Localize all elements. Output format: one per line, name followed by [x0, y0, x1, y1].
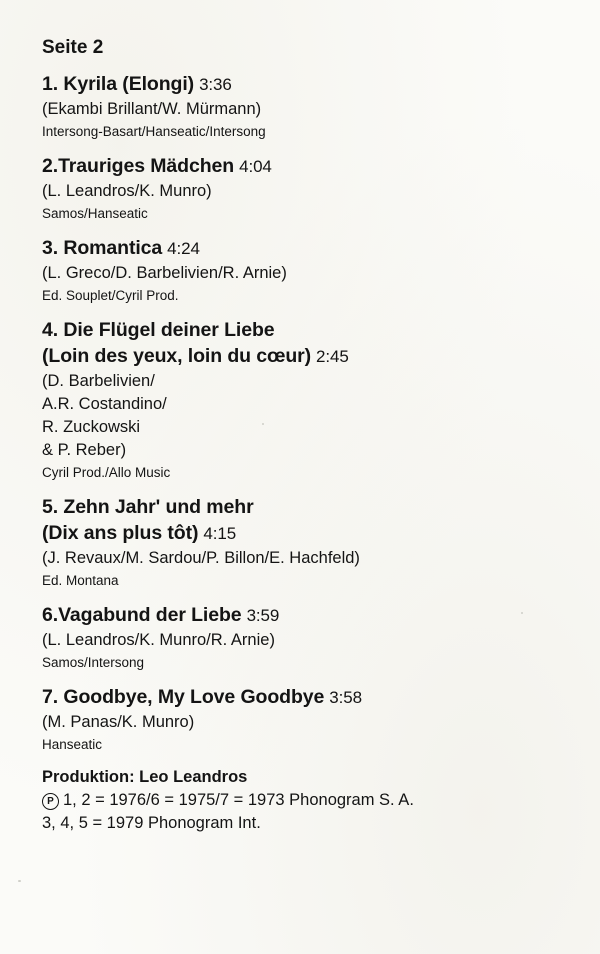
track-title-text: 2.Trauriges Mädchen	[42, 155, 235, 177]
track-publisher: Ed. Montana	[42, 573, 119, 588]
track-duration: 3:58	[329, 688, 362, 707]
track-3	[42, 235, 582, 306]
track-credits-line: A.R. Costandino/	[42, 395, 167, 413]
phonogram-copyright-line-1	[42, 789, 582, 812]
track-title-text: 1. Kyrila (Elongi)	[42, 73, 195, 95]
track-credits-line: & P. Reber)	[42, 441, 127, 459]
side-title: Seite 2	[42, 37, 104, 58]
track-publisher: Intersong-Basart/Hanseatic/Intersong	[42, 124, 266, 139]
track-title-line-2	[42, 343, 582, 370]
track-title-line-2	[42, 520, 582, 547]
track-publisher: Hanseatic	[42, 737, 103, 752]
paper-speck	[18, 880, 21, 882]
track-title-text: (Dix ans plus tôt)	[42, 522, 199, 544]
track-1	[42, 71, 582, 142]
track-publisher: Ed. Souplet/Cyril Prod.	[42, 288, 179, 303]
track-title	[42, 602, 582, 629]
track-credits: (J. Revaux/M. Sardou/P. Billon/E. Hachfeld)	[42, 549, 360, 567]
track-7	[42, 684, 582, 755]
track-title-line-1: 5. Zehn Jahr' und mehr	[42, 496, 254, 518]
track-credits: (L. Greco/D. Barbelivien/R. Arnie)	[42, 264, 287, 282]
track-credits-line: R. Zuckowski	[42, 418, 141, 436]
track-duration: 4:24	[167, 239, 200, 258]
track-6	[42, 602, 582, 673]
track-duration: 2:45	[316, 347, 349, 366]
track-duration: 3:36	[199, 75, 232, 94]
track-publisher: Cyril Prod./Allo Music	[42, 465, 171, 480]
track-title-text: 6.Vagabund der Liebe	[42, 604, 242, 626]
phonogram-copyright-icon: P	[42, 793, 59, 810]
track-credits: (Ekambi Brillant/W. Mürmann)	[42, 100, 262, 118]
track-duration: 4:04	[239, 157, 272, 176]
track-title-text: (Loin des yeux, loin du cœur)	[42, 345, 312, 367]
track-2	[42, 153, 582, 224]
track-title	[42, 71, 582, 98]
track-5	[42, 494, 582, 591]
track-title-line-1: 4. Die Flügel deiner Liebe	[42, 319, 275, 341]
track-publisher: Samos/Intersong	[42, 655, 145, 670]
track-title	[42, 153, 582, 180]
production-block	[42, 766, 582, 835]
tracklist-content	[42, 36, 582, 835]
track-credits: (L. Leandros/K. Munro/R. Arnie)	[42, 631, 275, 649]
phonogram-copyright-line-2: 3, 4, 5 = 1979 Phonogram Int.	[42, 814, 261, 832]
track-title-text: 7. Goodbye, My Love Goodbye	[42, 686, 325, 708]
track-title	[42, 235, 582, 262]
track-title	[42, 684, 582, 711]
production-credit: Produktion: Leo Leandros	[42, 768, 248, 786]
track-credits: (M. Panas/K. Munro)	[42, 713, 195, 731]
track-publisher: Samos/Hanseatic	[42, 206, 148, 221]
track-duration: 3:59	[246, 606, 280, 625]
copyright-text: 1, 2 = 1976/6 = 1975/7 = 1973 Phonogram S. A.	[63, 791, 414, 809]
track-4	[42, 317, 582, 483]
track-duration: 4:15	[203, 524, 237, 543]
track-title-text: 3. Romantica	[42, 237, 163, 259]
track-credits-line: (D. Barbelivien/	[42, 372, 155, 390]
track-credits: (L. Leandros/K. Munro)	[42, 182, 212, 200]
